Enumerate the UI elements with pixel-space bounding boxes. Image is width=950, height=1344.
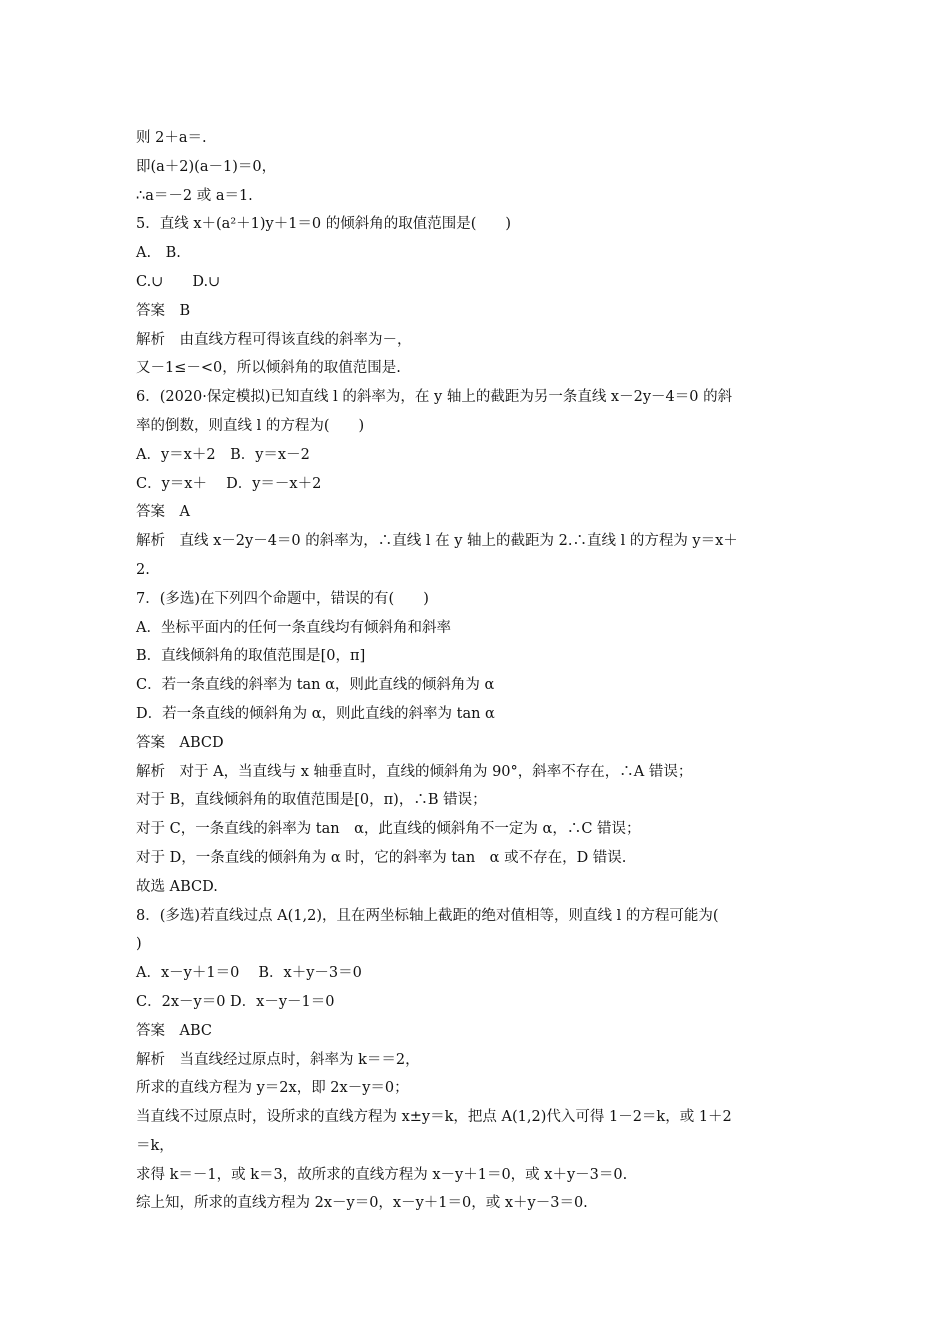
question-5-options-cd: C.∪ D.∪ xyxy=(136,273,221,290)
text-line: 率的倒数，则直线 l 的方程为( ) xyxy=(136,417,365,434)
text-line: 2. xyxy=(136,561,150,578)
question-7-stem: 7．(多选)在下列四个命题中，错误的有( ) xyxy=(136,590,429,607)
text-line: 综上知，所求的直线方程为 2x－y＝0，x－y＋1＝0，或 x＋y－3＝0. xyxy=(136,1195,588,1212)
question-7-option-d: D．若一条直线的倾斜角为 α，则此直线的斜率为 tan α xyxy=(136,705,495,722)
text-line: 所求的直线方程为 y＝2x，即 2x－y＝0； xyxy=(136,1080,409,1097)
text-line: 对于 B，直线倾斜角的取值范围是[0，π)，∴B 错误； xyxy=(136,792,487,809)
text-line: ＝k， xyxy=(136,1137,174,1154)
question-8-answer: 答案 ABC xyxy=(136,1022,212,1039)
text-line: 则 2＋a＝. xyxy=(136,130,207,146)
question-7-option-c: C．若一条直线的斜率为 tan α，则此直线的倾斜角为 α xyxy=(136,677,495,694)
question-6-answer: 答案 A xyxy=(136,504,190,521)
question-8-options-cd: C．2x－y＝0 D．x－y－1＝0 xyxy=(136,993,335,1010)
question-8-analysis: 解析 当直线经过原点时，斜率为 k＝＝2， xyxy=(136,1051,420,1068)
text-line: ∴a＝－2 或 a＝1. xyxy=(136,187,253,204)
question-6-stem: 6．(2020·保定模拟)已知直线 l 的斜率为，在 y 轴上的截距为另一条直线 x－2y－4＝0 的斜 xyxy=(136,389,733,406)
text-line: 当直线不过原点时，设所求的直线方程为 x±y＝k，把点 A(1,2)代入可得 1－2＝k，或 1＋2 xyxy=(136,1109,732,1126)
question-6-analysis: 解析 直线 x－2y－4＝0 的斜率为，∴直线 l 在 y 轴上的截距为 2.∴直线 l 的方程为 y＝x＋ xyxy=(136,533,738,550)
text-line: 对于 D，一条直线的倾斜角为 α 时，它的斜率为 tan α 或不存在，D 错误. xyxy=(136,849,627,866)
text-line: 又－1≤－<0，所以倾斜角的取值范围是. xyxy=(136,360,401,377)
text-line: 求得 k＝－1，或 k＝3，故所求的直线方程为 x－y＋1＝0，或 x＋y－3＝0. xyxy=(136,1166,628,1183)
question-5-options-ab: A. B. xyxy=(136,245,181,262)
question-7-option-a: A．坐标平面内的任何一条直线均有倾斜角和斜率 xyxy=(136,619,451,636)
question-6-options-ab: A．y＝x＋2 B．y＝x－2 xyxy=(136,446,310,463)
text-line: 故选 ABCD. xyxy=(136,878,218,895)
question-7-option-b: B．直线倾斜角的取值范围是[0，π] xyxy=(136,648,366,665)
text-line: ) xyxy=(136,936,142,953)
document-page xyxy=(136,124,826,1218)
question-8-options-ab: A．x－y＋1＝0 B．x＋y－3＝0 xyxy=(136,965,362,982)
question-5-analysis: 解析 由直线方程可得该直线的斜率为－， xyxy=(136,331,412,348)
question-7-analysis: 解析 对于 A，当直线与 x 轴垂直时，直线的倾斜角为 90°，斜率不存在，∴A 错误； xyxy=(136,763,693,780)
question-7-answer: 答案 ABCD xyxy=(136,734,224,751)
text-line: 对于 C，一条直线的斜率为 tan α，此直线的倾斜角不一定为 α，∴C 错误； xyxy=(136,821,641,838)
text-line: 即(a＋2)(a－1)＝0， xyxy=(136,158,277,175)
question-6-options-cd: C．y＝x＋ D．y＝－x＋2 xyxy=(136,475,322,492)
question-5-answer: 答案 B xyxy=(136,302,191,319)
question-8-stem: 8．(多选)若直线过点 A(1,2)，且在两坐标轴上截距的绝对值相等，则直线 l 的方程可能为( xyxy=(136,907,719,924)
question-5-stem: 5．直线 x＋(a²＋1)y＋1＝0 的倾斜角的取值范围是( ) xyxy=(136,216,512,233)
